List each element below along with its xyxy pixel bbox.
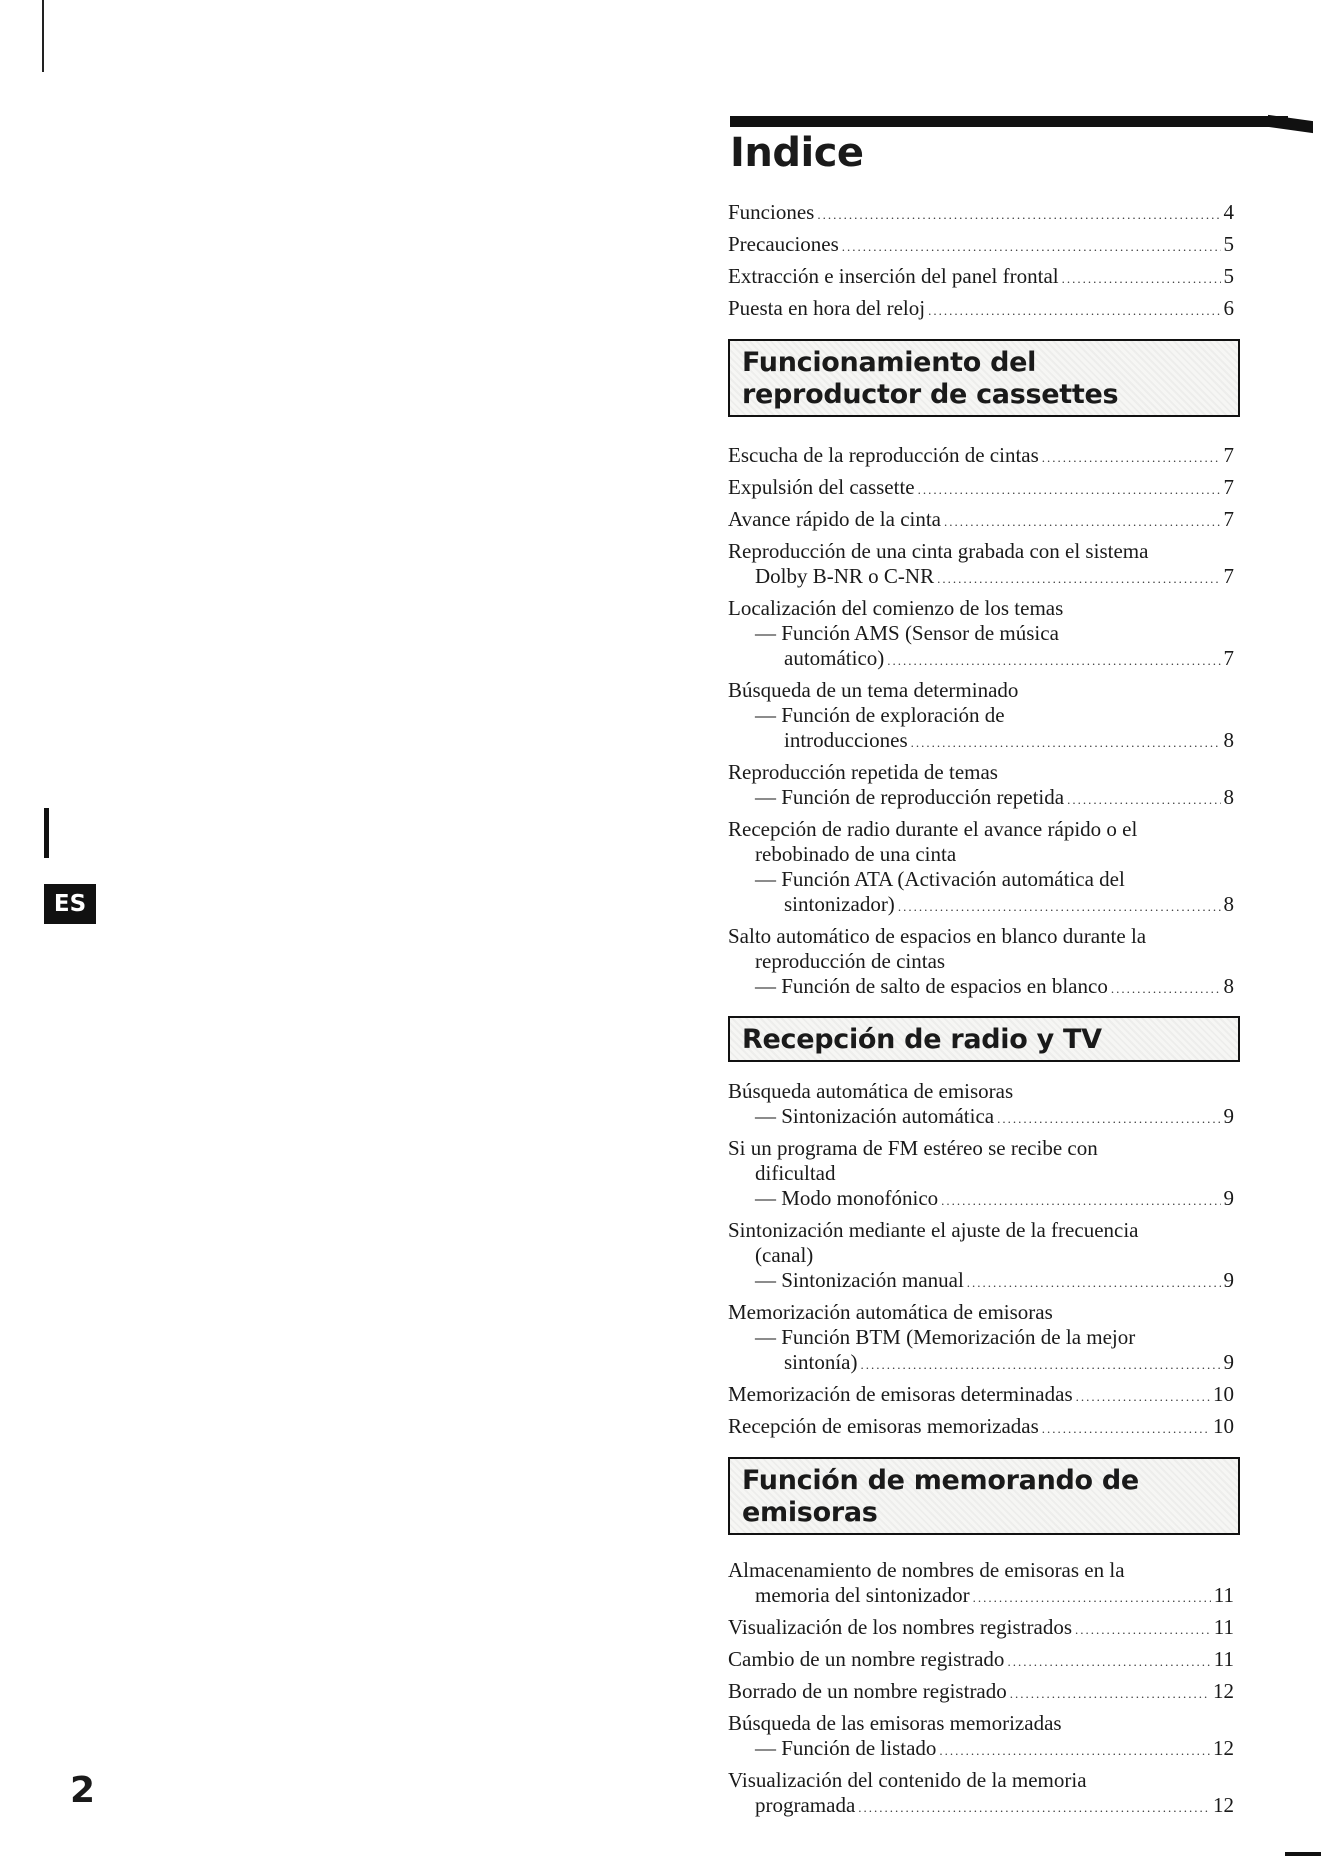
toc-line <box>728 1350 1234 1377</box>
toc-text: — Función BTM (Memorización de la mejor <box>755 1325 1136 1349</box>
toc-page-number: 4 <box>1223 200 1234 224</box>
toc-page-number: 7 <box>1223 507 1234 531</box>
toc-text: Expulsión del cassette <box>728 475 915 499</box>
toc-text: programada <box>755 1793 856 1817</box>
dot-leader <box>1007 1649 1210 1674</box>
dot-leader <box>861 1352 1221 1377</box>
toc-line <box>728 1161 1234 1186</box>
dot-leader <box>842 234 1221 259</box>
toc-entry[interactable] <box>728 1768 1234 1820</box>
toc-page-number: 9 <box>1223 1350 1234 1374</box>
toc-section-list <box>728 443 1234 1006</box>
toc-text: Avance rápido de la cinta <box>728 507 942 531</box>
toc-line <box>728 678 1234 703</box>
toc-text: Búsqueda de un tema determinado <box>728 678 1019 702</box>
toc-line <box>728 646 1234 673</box>
toc-page-number: 5 <box>1223 232 1234 256</box>
toc-line <box>728 1768 1234 1793</box>
toc-line <box>728 760 1234 785</box>
toc-text: — Sintonización automática <box>755 1104 995 1128</box>
toc-intro-list <box>728 200 1234 328</box>
toc-text: — Función de exploración de <box>755 703 1005 727</box>
toc-entry[interactable] <box>728 507 1234 534</box>
toc-line <box>728 475 1234 502</box>
toc-line <box>728 924 1234 949</box>
toc-text: Memorización de emisoras determinadas <box>728 1382 1073 1406</box>
toc-line <box>728 1104 1234 1131</box>
dot-leader <box>817 202 1220 227</box>
toc-entry[interactable] <box>728 760 1234 812</box>
toc-entry[interactable] <box>728 924 1234 1001</box>
toc-line <box>728 296 1234 323</box>
dot-leader <box>911 730 1221 755</box>
toc-entry[interactable] <box>728 1079 1234 1131</box>
section-heading-line: Función de memorando de <box>742 1465 1139 1496</box>
toc-line <box>728 507 1234 534</box>
toc-line <box>728 1679 1234 1706</box>
toc-page-number: 8 <box>1223 728 1234 752</box>
toc-line <box>728 596 1234 621</box>
toc-entry[interactable] <box>728 296 1234 323</box>
toc-line <box>728 892 1234 919</box>
dot-leader <box>997 1106 1220 1131</box>
toc-line <box>728 1736 1234 1763</box>
title-rule <box>730 116 1288 127</box>
toc-line <box>728 1793 1234 1820</box>
toc-line <box>728 564 1234 591</box>
toc-page-number: 8 <box>1223 785 1234 809</box>
dot-leader <box>918 477 1221 502</box>
toc-entry[interactable] <box>728 817 1234 919</box>
toc-text: dificultad <box>755 1161 836 1185</box>
toc-line <box>728 1558 1234 1583</box>
toc-line <box>728 1268 1234 1295</box>
section-heading <box>730 1018 1238 1060</box>
toc-text: Salto automático de espacios en blanco durante la <box>728 924 1147 948</box>
dot-leader <box>1062 266 1221 291</box>
toc-text: Extracción e inserción del panel frontal <box>728 264 1059 288</box>
toc-entry[interactable] <box>728 539 1234 591</box>
toc-page-number: 11 <box>1213 1583 1234 1607</box>
toc-text: Precauciones <box>728 232 839 256</box>
section-heading-box <box>728 1016 1240 1062</box>
section-heading-line: Recepción de radio y TV <box>742 1024 1102 1055</box>
toc-text: — Función ATA (Activación automática del <box>755 867 1125 891</box>
dot-leader <box>967 1270 1221 1295</box>
toc-entry[interactable] <box>728 200 1234 227</box>
toc-line <box>728 264 1234 291</box>
toc-line <box>728 200 1234 227</box>
toc-page-number: 10 <box>1213 1382 1234 1406</box>
toc-text: — Función de listado <box>755 1736 937 1760</box>
toc-text: sintonía) <box>784 1350 858 1374</box>
toc-line <box>728 621 1234 646</box>
toc-page-number: 7 <box>1223 646 1234 670</box>
toc-page-number: 8 <box>1223 974 1234 998</box>
toc-entry[interactable] <box>728 1615 1234 1642</box>
section-heading-line: reproductor de cassettes <box>742 379 1119 410</box>
toc-line <box>728 1186 1234 1213</box>
toc-entry[interactable] <box>728 443 1234 470</box>
dot-leader <box>928 298 1220 323</box>
dot-leader <box>937 566 1220 591</box>
toc-entry[interactable] <box>728 1414 1234 1441</box>
toc-text: Almacenamiento de nombres de emisoras en la <box>728 1558 1125 1582</box>
toc-section-list <box>728 1079 1234 1446</box>
toc-text: rebobinado de una cinta <box>755 842 957 866</box>
toc-text: automático) <box>784 646 885 670</box>
toc-page-number: 8 <box>1223 892 1234 916</box>
toc-entry[interactable] <box>728 1218 1234 1295</box>
toc-line <box>728 867 1234 892</box>
toc-line <box>728 728 1234 755</box>
toc-entry[interactable] <box>728 264 1234 291</box>
toc-line <box>728 1615 1234 1642</box>
toc-text: Puesta en hora del reloj <box>728 296 926 320</box>
toc-text: — Función de reproducción repetida <box>755 785 1065 809</box>
toc-line <box>728 785 1234 812</box>
toc-page-number: 9 <box>1223 1186 1234 1210</box>
toc-line <box>728 974 1234 1001</box>
toc-entry[interactable] <box>728 1711 1234 1763</box>
dot-leader <box>1076 1384 1210 1409</box>
dot-leader <box>973 1585 1211 1610</box>
toc-text: Búsqueda automática de emisoras <box>728 1079 1014 1103</box>
toc-entry[interactable] <box>728 1382 1234 1409</box>
section-heading-line: emisoras <box>742 1497 878 1528</box>
toc-page-number: 7 <box>1223 475 1234 499</box>
crop-mark <box>1285 1852 1321 1856</box>
toc-text: Recepción de emisoras memorizadas <box>728 1414 1039 1438</box>
dot-leader <box>887 648 1220 673</box>
toc-line <box>728 1382 1234 1409</box>
toc-line <box>728 1325 1234 1350</box>
toc-text: Escucha de la reproducción de cintas <box>728 443 1039 467</box>
dot-leader <box>898 894 1221 919</box>
toc-text: Si un programa de FM estéreo se recibe con <box>728 1136 1098 1160</box>
toc-text: — Función de salto de espacios en blanco <box>755 974 1108 998</box>
toc-page-number: 12 <box>1213 1736 1234 1760</box>
toc-line <box>728 1136 1234 1161</box>
toc-line <box>728 842 1234 867</box>
toc-page-number: 7 <box>1223 564 1234 588</box>
toc-line <box>728 1414 1234 1441</box>
toc-line <box>728 703 1234 728</box>
toc-text: memoria del sintonizador <box>755 1583 970 1607</box>
dot-leader <box>1111 976 1221 1001</box>
toc-line <box>728 817 1234 842</box>
toc-page-number: 10 <box>1213 1414 1234 1438</box>
toc-line <box>728 1079 1234 1104</box>
toc-section-list <box>728 1558 1234 1825</box>
toc-text: — Sintonización manual <box>755 1268 964 1292</box>
title-rule-tip <box>1268 115 1313 133</box>
section-heading-box <box>728 339 1240 417</box>
toc-page-number: 12 <box>1213 1679 1234 1703</box>
toc-text: Dolby B-NR o C-NR <box>755 564 935 588</box>
toc-text: sintonizador) <box>784 892 895 916</box>
language-tab: ES <box>44 884 96 924</box>
page-title: Indice <box>730 130 864 176</box>
toc-page-number: 6 <box>1223 296 1234 320</box>
toc-page-number: 9 <box>1223 1104 1234 1128</box>
dot-leader <box>941 1188 1220 1213</box>
dot-leader <box>1042 445 1221 470</box>
dot-leader <box>858 1795 1210 1820</box>
crop-mark <box>42 0 44 72</box>
toc-text: Cambio de un nombre registrado <box>728 1647 1005 1671</box>
toc-entry[interactable] <box>728 1647 1234 1674</box>
toc-text: Búsqueda de las emisoras memorizadas <box>728 1711 1062 1735</box>
dot-leader <box>1067 787 1220 812</box>
toc-text: Recepción de radio durante el avance rápido o el <box>728 817 1138 841</box>
toc-entry[interactable] <box>728 596 1234 673</box>
section-heading <box>730 341 1238 415</box>
dot-leader <box>1075 1617 1211 1642</box>
toc-text: Reproducción de una cinta grabada con el sistema <box>728 539 1149 563</box>
toc-page-number: 12 <box>1213 1793 1234 1817</box>
toc-line <box>728 1711 1234 1736</box>
toc-page-number: 7 <box>1223 443 1234 467</box>
toc-line <box>728 443 1234 470</box>
dot-leader <box>944 509 1220 534</box>
toc-text: Localización del comienzo de los temas <box>728 596 1064 620</box>
dot-leader <box>1042 1416 1210 1441</box>
toc-text: Memorización automática de emisoras <box>728 1300 1053 1324</box>
toc-line <box>728 949 1234 974</box>
toc-text: Funciones <box>728 200 815 224</box>
margin-bar-mark <box>44 808 49 858</box>
toc-entry[interactable] <box>728 1300 1234 1377</box>
toc-entry[interactable] <box>728 1558 1234 1610</box>
toc-text: Reproducción repetida de temas <box>728 760 998 784</box>
section-heading-box <box>728 1457 1240 1535</box>
toc-text: Borrado de un nombre registrado <box>728 1679 1007 1703</box>
toc-text: (canal) <box>755 1243 814 1267</box>
toc-line <box>728 1300 1234 1325</box>
section-heading-line: Funcionamiento del <box>742 347 1037 378</box>
toc-text: Visualización de los nombres registrados <box>728 1615 1072 1639</box>
toc-line <box>728 539 1234 564</box>
toc-line <box>728 232 1234 259</box>
dot-leader <box>939 1738 1210 1763</box>
toc-page-number: 11 <box>1213 1615 1234 1639</box>
toc-page-number: 5 <box>1223 264 1234 288</box>
toc-page-number: 9 <box>1223 1268 1234 1292</box>
page-number: 2 <box>70 1770 96 1811</box>
toc-text: introducciones <box>784 728 908 752</box>
toc-entry[interactable] <box>728 475 1234 502</box>
toc-page-number: 11 <box>1213 1647 1234 1671</box>
toc-text: Sintonización mediante el ajuste de la frecuencia <box>728 1218 1139 1242</box>
section-heading <box>730 1459 1238 1533</box>
toc-entry[interactable] <box>728 232 1234 259</box>
toc-line <box>728 1218 1234 1243</box>
toc-line <box>728 1583 1234 1610</box>
toc-text: Visualización del contenido de la memoria <box>728 1768 1087 1792</box>
toc-entry[interactable] <box>728 678 1234 755</box>
toc-line <box>728 1647 1234 1674</box>
toc-text: reproducción de cintas <box>755 949 946 973</box>
toc-entry[interactable] <box>728 1136 1234 1213</box>
dot-leader <box>1010 1681 1210 1706</box>
toc-text: — Función AMS (Sensor de música <box>755 621 1059 645</box>
toc-text: — Modo monofónico <box>755 1186 939 1210</box>
toc-line <box>728 1243 1234 1268</box>
toc-entry[interactable] <box>728 1679 1234 1706</box>
